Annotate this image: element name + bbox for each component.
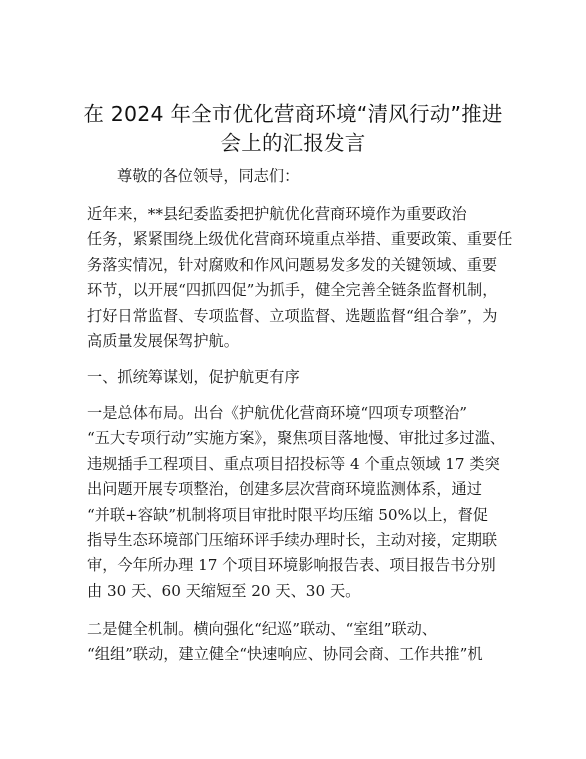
title-line: 会上的汇报发言 [220,131,366,155]
title-line: 在 2024 年全市优化营商环境“清风行动”推进 [83,102,503,126]
paragraph-line: 任务，紧紧围绕上级优化营商环境重点举措、重要政策、重要任 [87,230,513,249]
paragraph-intro [87,202,513,354]
paragraph-line: 环节，以开展“四抓四促”为抓手，健全完善全链条监督机制， [87,281,498,300]
paragraph-line: 近年来，**县纪委监委把护航优化营商环境作为重要政治 [87,205,467,223]
section-heading [87,365,505,390]
paragraph-line: 打好日常监督、专项监督、立项监督、选题监督“组合拳”，为 [87,306,498,325]
paragraph-line: 出问题开展专项整治，创建多层次营商环境监测体系，通过 [87,480,482,499]
paragraph-line: 审，今年所办理 17 个项目环境影响报告表、项目报告书分别 [87,556,496,575]
paragraph-line: “组组”联动，建立健全“快速响应、协同会商、工作共推”机 [87,645,483,664]
paragraph-line: “五大专项行动”实施方案》，聚焦项目落地慢、审批过多过滥、 [87,429,505,448]
paragraph-line: 一是总体布局。出台《护航优化营商环境“四项专项整治” [87,404,468,422]
paragraph-line: 指导生态环境部门压缩环评手续办理时长，主动对接，定期联 [87,531,498,550]
paragraph-line: 高质量发展保驾护航。 [87,332,239,351]
paragraph-line: “并联+容缺”机制将项目审批时限平均压缩 50%以上，督促 [87,505,488,524]
paragraph-overall-layout [87,401,505,604]
paragraph-line: 二是健全机制。横向强化“纪巡”联动、“室组”联动、 [87,620,437,638]
greeting [87,164,505,189]
paragraph-mechanism [87,617,505,668]
greeting-line: 尊敬的各位领导，同志们： [117,167,300,185]
document-title [60,100,526,158]
paragraph-line: 由 30 天、60 天缩短至 20 天、30 天。 [87,581,361,600]
section-heading-line: 一、抓统筹谋划，促护航更有序 [87,368,300,386]
paragraph-line: 务落实情况，针对腐败和作风问题易发多发的关键领域、重要 [87,255,498,274]
paragraph-line: 违规插手工程项目、重点项目招投标等 4 个重点领域 17 类突 [87,454,500,473]
